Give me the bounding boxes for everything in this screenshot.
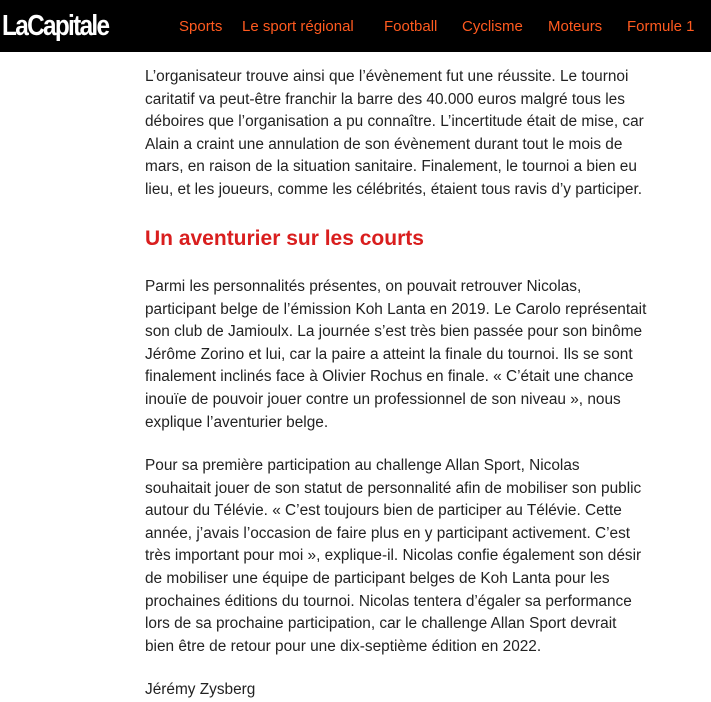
- nav-item-sport-regional[interactable]: Le sport régional: [242, 18, 354, 35]
- text-line: L’organisateur trouve ainsi que l’évènement fut une réussite. Le tournoi: [145, 68, 629, 85]
- site-logo[interactable]: LaCapitale: [2, 10, 109, 42]
- nav-item-sports[interactable]: Sports: [179, 18, 223, 35]
- nav-item-football[interactable]: Football: [384, 18, 438, 35]
- article-author: Jérémy Zysberg: [145, 681, 256, 698]
- text-line: de mobiliser une équipe de participant belges de Koh Lanta pour les: [145, 569, 610, 587]
- section-nav: [0, 16, 711, 38]
- text-line: Pour sa première participation au challenge Allan Sport, Nicolas: [145, 457, 580, 474]
- text-line: caritatif va peut-être franchir la barre des 40.000 euros malgré tous les: [145, 90, 625, 108]
- text-line: inouïe de pouvoir jouer contre un professionnel de son niveau », nous: [145, 390, 621, 408]
- text-line: Alain a craint une annulation de son évènement durant tout le mois de: [145, 135, 623, 153]
- section-heading: Un aventurier sur les courts: [145, 227, 424, 250]
- nav-item-moteurs[interactable]: Moteurs: [548, 18, 603, 35]
- top-navigation-bar: [0, 0, 711, 52]
- text-line: prochaines éditions du tournoi. Nicolas tentera d’égaler sa performance: [145, 592, 632, 610]
- text-line: souhaitait jouer de son statut de personnalité afin de mobiliser son public: [145, 479, 642, 497]
- text-line: année, j’avais l’occasion de faire plus en y participant activement. C’est: [145, 524, 631, 542]
- text-line: autour du Télévie. « C’est toujours bien de participer au Télévie. Cette: [145, 502, 622, 520]
- text-line: lors de sa prochaine participation, car le challenge Allan Sport devrait: [145, 615, 617, 633]
- article-paragraph: [145, 276, 693, 434]
- nav-item-formule-1[interactable]: Formule 1: [627, 18, 695, 35]
- nav-item-cyclisme[interactable]: Cyclisme: [462, 18, 523, 35]
- text-line: bien être de retour pour une dix-septième édition en 2022.: [145, 637, 542, 655]
- text-line: Parmi les personnalités présentes, on pouvait retrouver Nicolas,: [145, 278, 582, 295]
- text-line: très important pour moi », explique-il. Nicolas confie également son désir: [145, 547, 642, 565]
- article-paragraph: [145, 455, 693, 658]
- article-paragraph: [145, 66, 693, 202]
- text-line: Jérôme Zorino et lui, car la paire a atteint la finale du tournoi. Ils se sont: [145, 345, 633, 363]
- text-line: déboires que l’organisation a pu connaître. L’incertitude était de mise, car: [145, 113, 644, 131]
- text-line: son club de Jamioulx. La journée s’est très bien passée pour son binôme: [145, 323, 643, 341]
- text-line: mars, en raison de la situation sanitaire. Finalement, le tournoi a bien eu: [145, 158, 637, 176]
- text-line: explique l’aventurier belge.: [145, 413, 329, 431]
- text-line: finalement inclinés face à Olivier Rochus en finale. « C’était une chance: [145, 368, 634, 386]
- text-line: lieu, et les joueurs, comme les célébrités, étaient tous ravis d’y participer.: [145, 180, 643, 198]
- text-line: participant belge de l’émission Koh Lanta en 2019. Le Carolo représentait: [145, 300, 647, 318]
